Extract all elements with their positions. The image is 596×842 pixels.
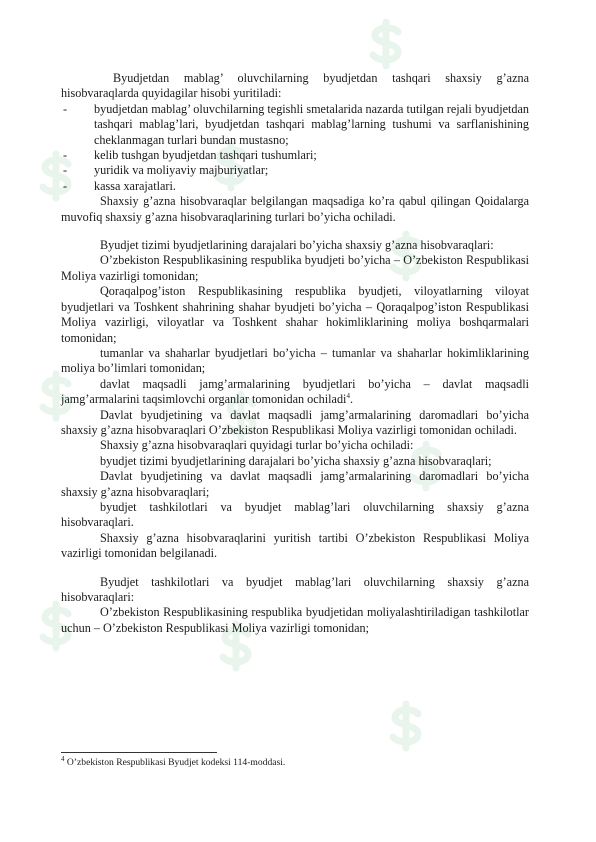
list-item-text: byudjetdan mablag’ oluvchilarning tegishli smetalarida nazarda tutilgan rejali byudjetdan tashqari mablag’lari, byudjetdan tashqari mablag’larning tushumi va sarflanishining cheklanmagan turlari bundan mustasno; bbox=[94, 101, 529, 147]
levels-item-funds: davlat maqsadli jamg’armalarining byudjetlari bo’yicha – davlat maqsadli jamg’armalarini taqsimlovchi organlar tomonidan ochiladi$^4$. bbox=[61, 376, 529, 407]
kinds-intro-paragraph: Shaxsiy g’azna hisobvaraqlari quyidagi turlar bo’yicha ochiladi: bbox=[100, 438, 414, 453]
body-text bbox=[61, 71, 529, 636]
list-item bbox=[61, 163, 529, 178]
list-dash: - bbox=[63, 148, 68, 163]
organizations-intro-paragraph: Byudjet tashkilotlari va byudjet mablag’lari oluvchilarning shaxsiy g’azna hisobvaraqlari: bbox=[61, 574, 529, 604]
state-budget-paragraph: Davlat byudjetining va davlat maqsadli jamg’armalarining daromadlari bo’yicha shaxsiy g’azna hisobvaraqlari O’zbekiston Respublikasi Moliya vazirligi tomonidan ochiladi. bbox=[61, 407, 529, 437]
footnote bbox=[61, 754, 529, 769]
list-item bbox=[61, 148, 529, 163]
intro-paragraph: Byudjetdan mablag’ oluvchilarning byudjetdan tashqari shaxsiy g’azna hisobvaraqlarda quyidagilar hisobi yuritiladi: bbox=[61, 71, 529, 101]
organizations-item-republic: O’zbekiston Respublikasining respublika byudjetidan moliyalashtiriladigan tashkilotlar uchun – O’zbekiston Respublikasi Moliya vazirligi tomonidan; bbox=[61, 605, 529, 635]
levels-item-district: tumanlar va shaharlar byudjetlari bo’yicha – tumanlar va shaharlar hokimliklarining moliya bo’limlari tomonidan; bbox=[61, 345, 529, 376]
levels-intro-paragraph: Byudjet tizimi byudjetlarining darajalari bo’yicha shaxsiy g’azna hisobvaraqlari: bbox=[100, 238, 494, 253]
list-item-text: yuridik va moliyaviy majburiyatlar; bbox=[94, 163, 269, 178]
list-item-text: kelib tushgan byudjetdan tashqari tushumlari; bbox=[94, 148, 317, 163]
dollar-sign-watermark-icon bbox=[380, 700, 432, 752]
types-intro-paragraph: Shaxsiy g’azna hisobvaraqlar belgilangan maqsadiga ko’ra qabul qilingan Qoidalarga muvofiq shaxsiy g’azna hisobvaraqlarining turlari bo’yicha ochiladi. bbox=[61, 194, 529, 224]
procedure-paragraph: Shaxsiy g’azna hisobvaraqlarini yuritish tartibi O’zbekiston Respublikasi Moliya vazirligi tomonidan belgilanadi. bbox=[61, 530, 529, 561]
footnote-marker: 4 bbox=[61, 754, 65, 763]
list-dash: - bbox=[63, 178, 68, 193]
levels-item-republic: O’zbekiston Respublikasining respublika byudjeti bo’yicha – O’zbekiston Respublikasi Moliya vazirligi tomonidan; bbox=[61, 253, 529, 283]
list-item bbox=[61, 179, 529, 194]
footnote-separator bbox=[61, 752, 217, 753]
dollar-sign-watermark-icon bbox=[360, 18, 412, 70]
kinds-item-levels: byudjet tizimi byudjetlarining darajalari bo’yicha shaxsiy g’azna hisobvaraqlari; bbox=[100, 453, 492, 468]
footnote-reference[interactable]: 4 bbox=[346, 392, 350, 401]
levels-item-regional: Qoraqalpog’iston Respublikasining respublika byudjeti, viloyatlarning viloyat byudjetlari va Toshkent shahrining shahar byudjeti bo’yicha – Qoraqalpog’iston Respublikasi Moliya vazirligi, viloyatlar va Toshkent shahar hokimliklarining moliya boshqarmalari tomonidan; bbox=[61, 284, 529, 345]
list-dash: - bbox=[63, 163, 68, 178]
list-item bbox=[61, 102, 529, 148]
kinds-item-organizations: byudjet tashkilotlari va byudjet mablag’lari oluvchilarning shaxsiy g’azna hisobvaraqlari. bbox=[61, 499, 529, 530]
list-dash: - bbox=[63, 101, 68, 116]
footnote-text: O’zbekiston Respublikasi Byudjet kodeksi 114-moddasi. bbox=[66, 757, 286, 768]
kinds-item-revenues: Davlat byudjetining va davlat maqsadli jamg’armalarining daromadlari bo’yicha shaxsiy g’azna hisobvaraqlari; bbox=[61, 469, 529, 499]
list-item-text: kassa xarajatlari. bbox=[94, 178, 176, 193]
